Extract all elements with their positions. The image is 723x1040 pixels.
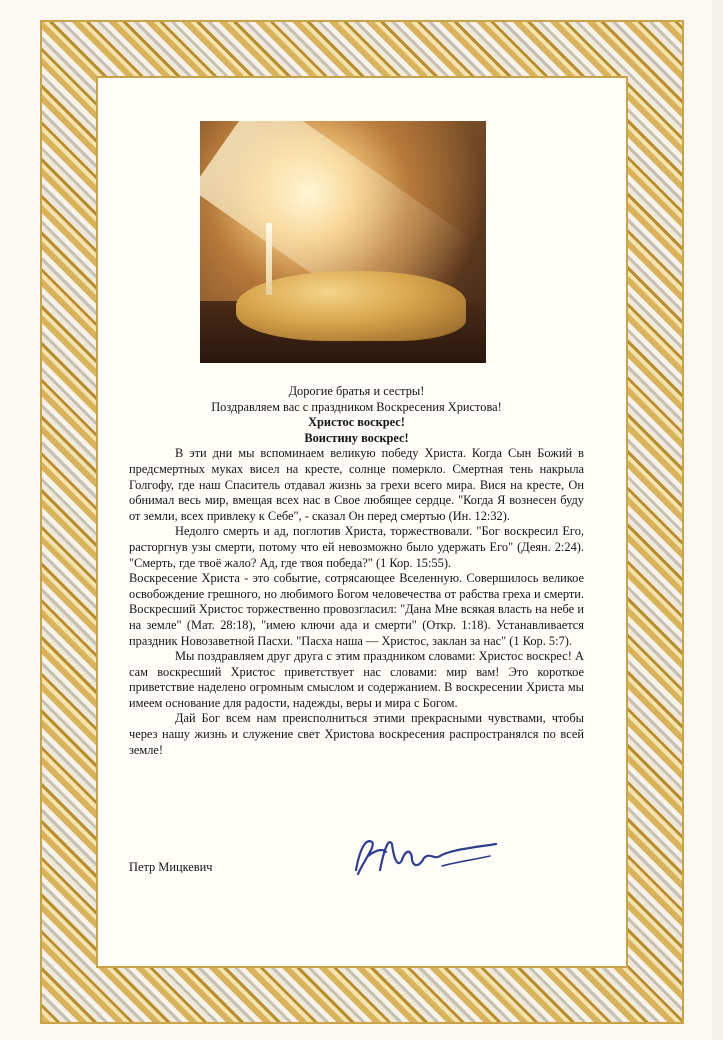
paschal-greeting: Христос воскрес! xyxy=(308,415,405,430)
paragraph-5: Дай Бог всем нам преисполниться этими прекрасными чувствами, чтобы через нашу жизнь и служение свет Христова воскресения распространялся по всей земле! xyxy=(129,711,584,757)
paschal-response: Воистину воскрес! xyxy=(304,430,409,445)
empty-tomb-photo xyxy=(200,121,486,363)
paragraph-3: Воскресение Христа - это событие, сотрясающее Вселенную. Совершилось великое освобождение грешного, но любимого Богом человечества от рабства греха и смерти. Воскресший Христос торжественно провозгласил: "Дана Мне всякая власть на небе и на земле" (Мат. 28:18), "имею ключи ада и смерти" (Откр. 1:18). Устанавливается праздник Новозаветной Пасхи. "Пасха наша — Христос, заклан за нас" (1 Кор. 5:7). xyxy=(129,571,584,648)
paragraph-4: Мы поздравляем друг друга с этим праздником словами: Христос воскрес! А сам воскресший Христос приветствует нас словами: мир вам! Это короткое приветствие наделено огромным смыслом и содержанием. В воскресении Христа мы имеем основание для радости, надежды, веры и мира с Богом. xyxy=(129,649,584,710)
candle xyxy=(266,223,272,295)
author-name: Петр Мицкевич xyxy=(129,860,213,874)
letter-body xyxy=(129,384,584,758)
paragraph-2: Недолго смерть и ад, поглотив Христа, торжествовали. "Бог воскресил Его, расторгнув узы смерти, потому что ей невозможно было удержать Его" (Деян. 2:24). "Смерть, где твоё жало? Ад, где твоя победа?" (1 Кор. 15:55). xyxy=(129,524,584,570)
greeting: Дорогие братья и сестры! xyxy=(288,384,425,398)
handwritten-signature xyxy=(346,830,506,886)
congratulation-line: Поздравляем вас с праздником Воскресения Христова! xyxy=(211,399,502,414)
paragraph-1: В эти дни мы вспоминаем великую победу Христа. Когда Сын Божий в предсмертных муках висел на кресте, солнце померкло. Смертная тень накрыла Голгофу, где наш Спаситель отдавал жизнь за грехи всего мира. Вися на кресте, Он обнимал весь мир, вмещая всех нас в Свое любящее сердце. "Когда Я вознесен буду от земли, всех привлеку к Себе", - сказал Он перед смертью (Ин. 12:32). xyxy=(129,446,584,523)
